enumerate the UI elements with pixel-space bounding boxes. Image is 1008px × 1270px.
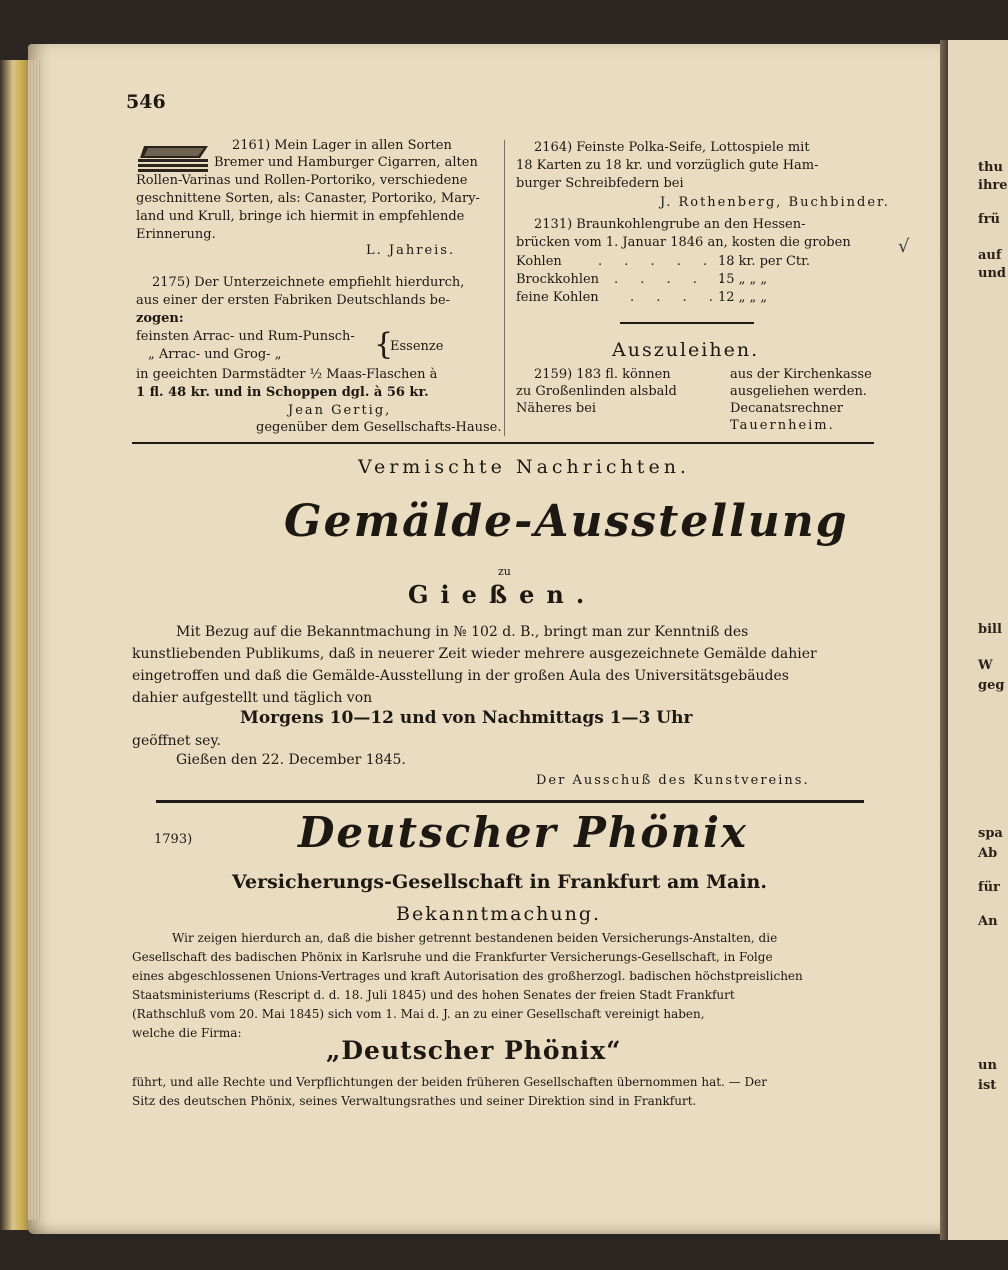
ad-2175-line: 1 fl. 48 kr. und in Schoppen dgl. à 56 kr. xyxy=(136,385,429,400)
ad-2175-line: aus einer der ersten Fabriken Deutschlands be- xyxy=(136,293,451,308)
phoenix-title: Deutscher Phönix xyxy=(298,808,748,857)
ad-2164-line: burger Schreibfedern bei xyxy=(516,176,684,191)
exhibition-signature: Der Ausschuß des Kunstvereins. xyxy=(536,773,810,788)
phoenix-firm-name: „Deutscher Phönix“ xyxy=(326,1036,622,1065)
phoenix-bekanntmachung: Bekanntmachung. xyxy=(396,903,602,925)
facing-page-fragment: für xyxy=(978,880,1000,895)
ad-2175-address: gegenüber dem Gesellschafts-Hause. xyxy=(256,420,502,435)
ad-2161-line: Erinnerung. xyxy=(136,227,216,242)
price-item: Kohlen xyxy=(516,254,562,269)
ad-2164-line: 18 Karten zu 18 kr. und vorzüglich gute Ham- xyxy=(516,158,819,173)
ad-number: 1793) xyxy=(154,832,193,847)
page-number: 546 xyxy=(126,91,166,113)
facing-page-fragment: und xyxy=(978,266,1006,281)
ad-2161-line: land und Krull, bringe ich hiermit in empfehlende xyxy=(136,209,465,224)
exhibition-body-line: kunstliebenden Publikums, daß in neuerer Zeit wieder mehrere ausgezeichnete Gemälde dahier xyxy=(132,646,817,662)
ad-2175-product-1: feinsten Arrac- und Rum-Punsch- xyxy=(136,329,355,344)
ad-2161-line: geschnittene Sorten, als: Canaster, Portoriko, Mary- xyxy=(136,191,480,206)
facing-page-fragment: un xyxy=(978,1058,997,1073)
ad-2159-left: Näheres bei xyxy=(516,401,597,416)
facing-page-fragment: An xyxy=(978,914,998,929)
price-value: 12 „ „ „ xyxy=(718,290,768,305)
section-divider xyxy=(156,800,864,803)
phoenix-body-line: Gesellschaft des badischen Phönix in Karlsruhe und die Frankfurter Versicherungs-Gesellschaft, in Folge xyxy=(132,950,773,964)
ad-2159-right: Tauernheim. xyxy=(730,418,835,433)
exhibition-city: Gießen. xyxy=(408,580,597,609)
facing-page-fragment: auf xyxy=(978,248,1002,263)
short-divider xyxy=(620,322,754,324)
facing-page-fragment: frü xyxy=(978,212,1000,227)
ad-2159-right: aus der Kirchenkasse xyxy=(730,367,872,382)
ad-2159-left: 2159) 183 fl. können xyxy=(534,367,671,382)
ad-2175-brace-label: Essenze xyxy=(390,339,444,354)
ad-2161-signature: L. Jahreis. xyxy=(366,243,456,258)
phoenix-body-line: welche die Firma: xyxy=(132,1026,242,1040)
facing-page-fragment: ist xyxy=(978,1078,997,1093)
phoenix-after-line: Sitz des deutschen Phönix, seines Verwaltungsrathes und seiner Direktion sind in Frankfurt. xyxy=(132,1094,697,1108)
brace-symbol: { xyxy=(374,327,394,362)
phoenix-subtitle: Versicherungs-Gesellschaft in Frankfurt am Main. xyxy=(232,871,767,893)
phoenix-body-line: (Rathschluß vom 20. Mai 1845) sich vom 1. Mai d. J. an zu einer Gesellschaft vereinigt haben, xyxy=(132,1007,705,1021)
phoenix-after-line: führt, und alle Rechte und Verpflichtungen der beiden früheren Gesellschaften übernommen hat. — Der xyxy=(132,1075,767,1089)
exhibition-body-line: dahier aufgestellt und täglich von xyxy=(132,690,373,706)
price-dots: . . . . xyxy=(630,290,722,305)
price-item: Brockkohlen xyxy=(516,272,600,287)
price-dots: . . . . . xyxy=(614,272,733,287)
phoenix-body-line: Wir zeigen hierdurch an, daß die bisher getrennt bestandenen beiden Versicherungs-Anstalten, die xyxy=(172,931,778,945)
phoenix-body-line: eines abgeschlossenen Unions-Vertrages und kraft Autorisation des großherzogl. badischen höchstpreislichen xyxy=(132,969,803,983)
exhibition-opened: geöffnet sey. xyxy=(132,733,221,749)
ad-2164-line: 2164) Feinste Polka-Seife, Lottospiele mit xyxy=(534,140,810,155)
price-dots: . . . . . . xyxy=(598,254,743,269)
exhibition-body-line: eingetroffen und daß die Gemälde-Ausstellung in der großen Aula des Universitätsgebäudes xyxy=(132,668,789,684)
ad-2159-right: ausgeliehen werden. xyxy=(730,384,867,399)
column-divider xyxy=(504,140,505,436)
facing-page-fragment: ihre xyxy=(978,178,1008,193)
ad-2161-line: Rollen-Varinas und Rollen-Portoriko, verschiedene xyxy=(136,173,468,188)
exhibition-date: Gießen den 22. December 1845. xyxy=(176,752,406,768)
exhibition-zu: zu xyxy=(498,565,511,578)
ad-2131-line: brücken vom 1. Januar 1846 an, kosten die groben xyxy=(516,235,851,250)
auszuleihen-heading: Auszuleihen. xyxy=(612,339,760,361)
facing-page-fragment: Ab xyxy=(978,846,998,861)
exhibition-body-line: Mit Bezug auf die Bekanntmachung in № 102 d. B., bringt man zur Kenntniß des xyxy=(176,624,749,640)
ad-2175-signature: Jean Gertig, xyxy=(288,403,392,418)
price-item: feine Kohlen xyxy=(516,290,599,305)
price-value: 18 kr. per Ctr. xyxy=(718,254,811,269)
facing-page-fragment: spa xyxy=(978,826,1003,841)
ad-2131-line: 2131) Braunkohlengrube an den Hessen- xyxy=(534,217,806,232)
ad-2175-line: 2175) Der Unterzeichnete empfiehlt hierdurch, xyxy=(152,275,465,290)
ad-2161-line: Bremer und Hamburger Cigarren, alten xyxy=(214,155,478,170)
section-divider xyxy=(132,442,874,444)
facing-page-fragment: W xyxy=(978,658,993,673)
margin-check-mark: √ xyxy=(898,236,910,257)
section-heading: Vermischte Nachrichten. xyxy=(358,456,690,478)
facing-page-fragment: thu xyxy=(978,160,1003,175)
phoenix-body-line: Staatsministeriums (Rescript d. d. 18. Juli 1845) und des hohen Senates der freien Stadt Frankfurt xyxy=(132,988,735,1002)
ad-2175-product-2: „ Arrac- und Grog- „ xyxy=(148,347,282,362)
ad-2175-line: in geeichten Darmstädter ½ Maas-Flaschen à xyxy=(136,367,438,382)
ad-2159-left: zu Großenlinden alsbald xyxy=(516,384,677,399)
ad-2175-line: zogen: xyxy=(136,311,184,326)
page-stack-edges xyxy=(28,60,42,1220)
cigar-box-illustration xyxy=(138,142,210,174)
exhibition-hours: Morgens 10—12 und von Nachmittags 1—3 Uhr xyxy=(240,708,693,728)
facing-page-fragment: bill xyxy=(978,622,1002,637)
ad-2159-right: Decanatsrechner xyxy=(730,401,844,416)
facing-page-fragment: geg xyxy=(978,678,1005,693)
ad-2161-line: 2161) Mein Lager in allen Sorten xyxy=(232,138,452,153)
price-value: 15 „ „ „ xyxy=(718,272,768,287)
ad-2164-signature: J. Rothenberg, Buchbinder. xyxy=(660,195,890,210)
exhibition-title: Gemälde-Ausstellung xyxy=(284,496,849,547)
